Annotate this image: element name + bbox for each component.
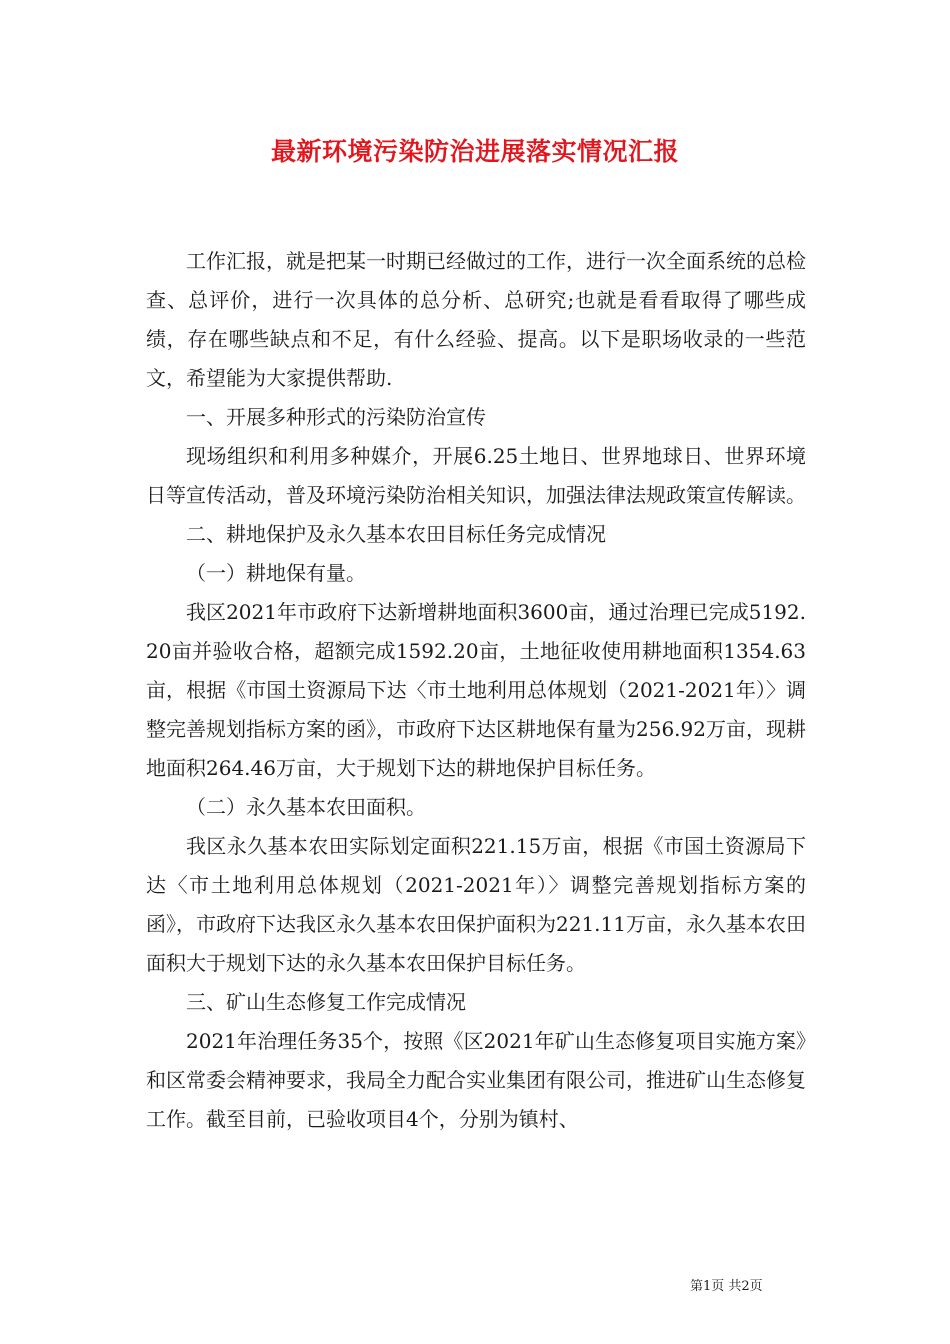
paragraph-basic-farmland: 我区永久基本农田实际划定面积221.15万亩，根据《市国土资源局下达〈市土地利用总体规划（2021-2021年）〉调整完善规划指标方案的函》，市政府下达我区永久基本农田保护面积为221.11万亩，永久基本农田面积大于规划下达的永久基本农田保护目标任务。 — [146, 834, 806, 975]
paragraph-farmland-retention: 我区2021年市政府下达新增耕地面积3600亩，通过治理已完成5192.20亩并验收合格，超额完成1592.20亩，土地征收使用耕地面积1354.63亩，根据《市国土资源局下达〈市土地利用总体规划（2021-2021年）〉调整完善规划指标方案的函》，市政府下达区耕地保有量为256.92万亩，现耕地面积264.46万亩，大于规划下达的耕地保护目标任务。 — [146, 600, 806, 780]
document-title: 最新环境污染防治进展落实情况汇报 — [270, 137, 679, 166]
paragraph-mine-restoration: 2021年治理任务35个，按照《区2021年矿山生态修复项目实施方案》和区常委会精神要求，我局全力配合实业集团有限公司，推进矿山生态修复工作。截至目前，已验收项目4个，分别为镇村、 — [146, 1029, 806, 1131]
subsection-heading-2: （二）永久基本农田面积。 — [186, 795, 426, 819]
paragraph-publicity: 现场组织和利用多种媒介，开展6.25土地日、世界地球日、世界环境日等宣传活动，普及环境污染防治相关知识，加强法律法规政策宣传解读。 — [146, 444, 806, 507]
page-number: 第1页 共2页 — [690, 1279, 763, 1294]
section-heading-3: 三、矿山生态修复工作完成情况 — [186, 990, 466, 1014]
subsection-heading-1: （一）耕地保有量。 — [186, 561, 366, 585]
paragraph-intro: 工作汇报，就是把某一时期已经做过的工作，进行一次全面系统的总检查、总评价，进行一次具体的总分析、总研究;也就是看看取得了哪些成绩，存在哪些缺点和不足，有什么经验、提高。以下是职场收录的一些范文，希望能为大家提供帮助. — [146, 249, 806, 390]
section-heading-1: 一、开展多种形式的污染防治宣传 — [186, 405, 486, 429]
document-body — [146, 242, 806, 1139]
section-heading-2: 二、耕地保护及永久基本农田目标任务完成情况 — [186, 522, 606, 546]
